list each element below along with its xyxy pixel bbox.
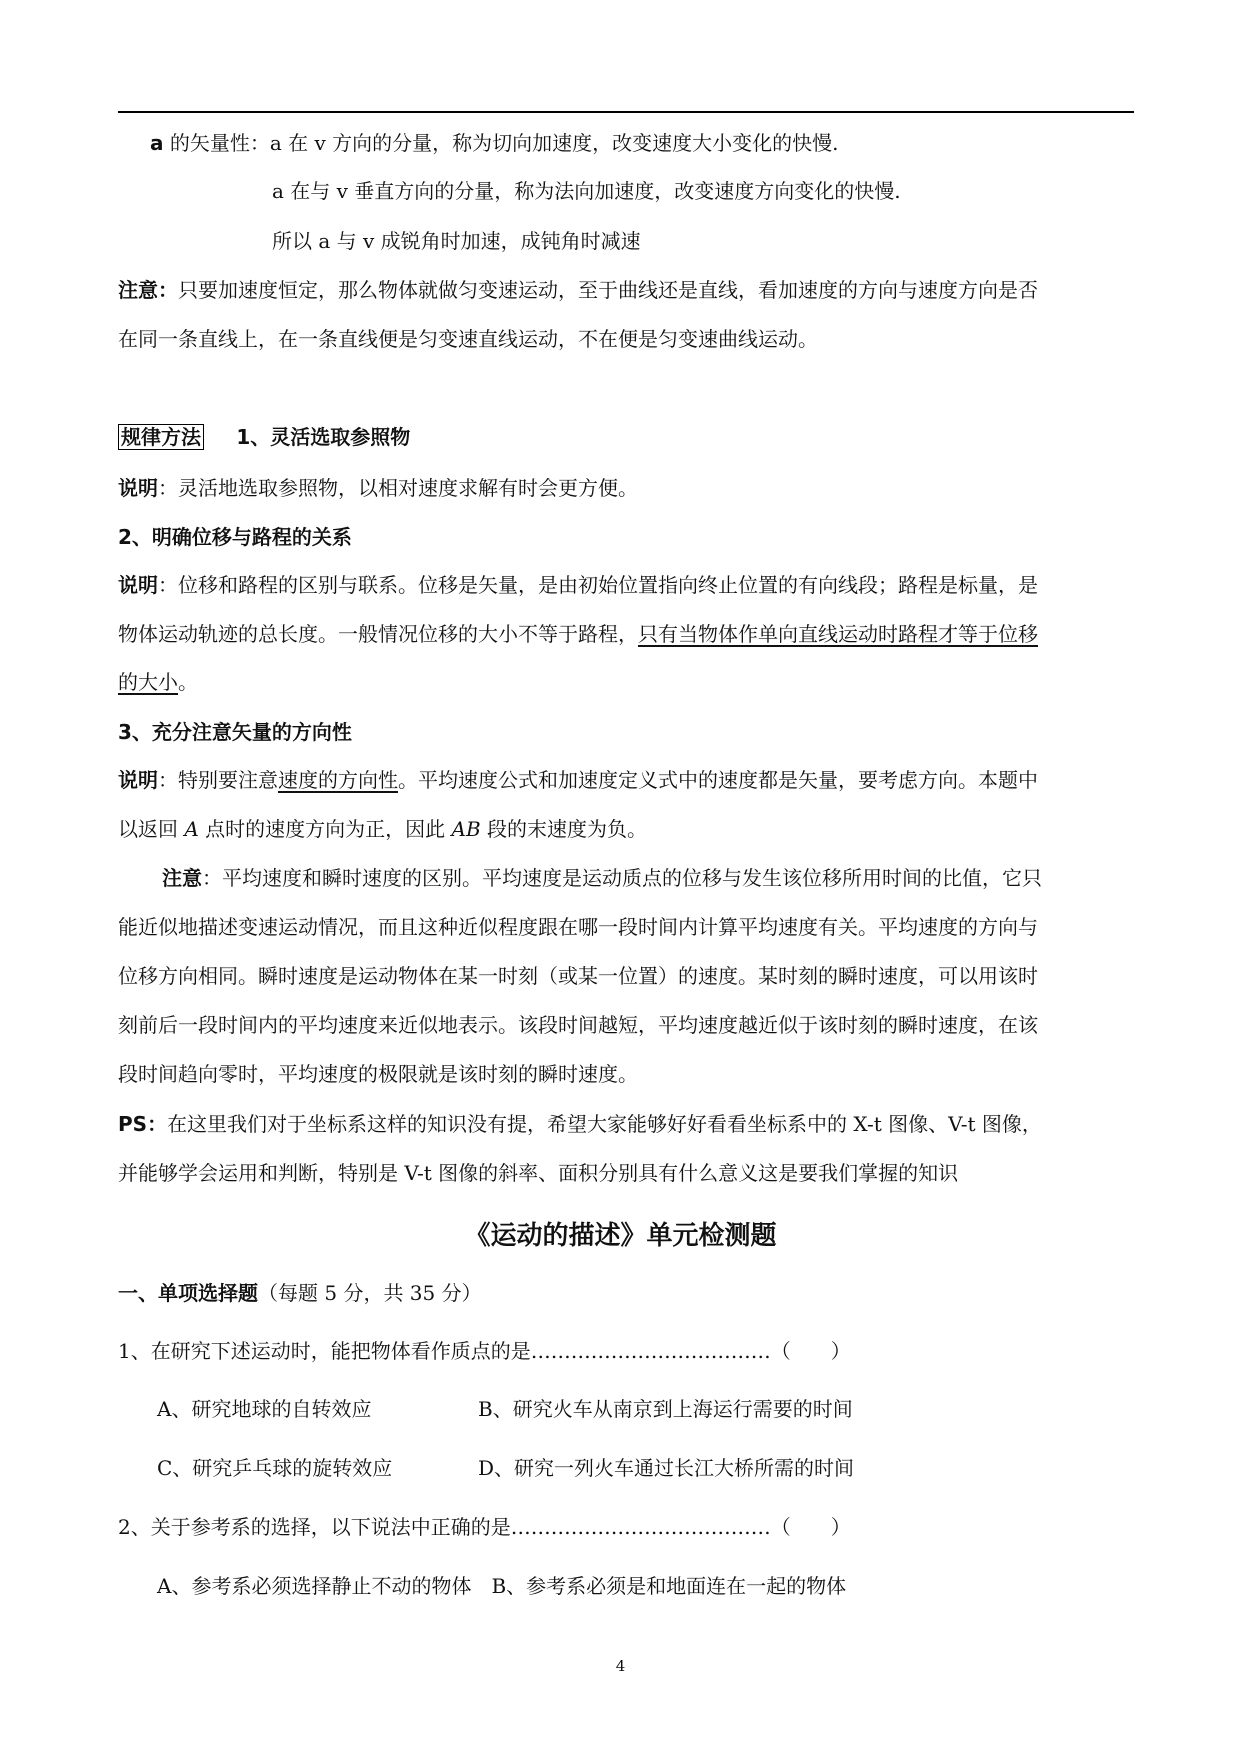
- methods-s2-line-1: 说明：位移和路程的区别与联系。位移是矢量，是由初始位置指向终止位置的有向线段；路程是标量，是: [118, 573, 1038, 597]
- note2-line-3: 位移方向相同。瞬时速度是运动物体在某一时刻（或某一位置）的速度。某时刻的瞬时速度，可以用该时: [118, 964, 1038, 988]
- q1-option-b: B、研究火车从南京到上海运行需要的时间: [478, 1397, 853, 1421]
- vector-a-label: a: [150, 131, 164, 155]
- methods-h3: 3、充分注意矢量的方向性: [118, 720, 352, 744]
- question-2: 2、关于参考系的选择，以下说法中正确的是…………………………………（ ）: [118, 1515, 851, 1539]
- ps-line-1: PS：在这里我们对于坐标系这样的知识没有提，希望大家能够好好看看坐标系中的 X-t 图像、V-t 图像，: [118, 1112, 1042, 1136]
- vector-line-1: a 的矢量性：a 在 v 方向的分量，称为切向加速度，改变速度大小变化的快慢.: [150, 131, 839, 155]
- underlined-text: 只有当物体作单向直线运动时路程才等于位移: [638, 622, 1038, 646]
- note2-line-4: 刻前后一段时间内的平均速度来近似地表示。该段时间越短，平均速度越近似于该时刻的瞬时速度，在该: [118, 1013, 1038, 1037]
- test-title: 《运动的描述》单元检测题: [464, 1221, 777, 1251]
- q1-option-a: A、研究地球的自转效应: [157, 1397, 372, 1421]
- methods-h2: 2、明确位移与路程的关系: [118, 525, 352, 549]
- methods-s1: 说明：灵活地选取参照物，以相对速度求解有时会更方便。: [118, 476, 638, 500]
- methods-s3-line-2: 以返回 A 点时的速度方向为正，因此 AB 段的末速度为负。: [118, 817, 648, 841]
- vector-line-2: a 在与 v 垂直方向的分量，称为法向加速度，改变速度方向变化的快慢.: [272, 179, 901, 203]
- methods-s3-line-1: 说明：特别要注意速度的方向性。平均速度公式和加速度定义式中的速度都是矢量，要考虑方向。本题中: [118, 768, 1038, 792]
- note2-line-5: 段时间趋向零时，平均速度的极限就是该时刻的瞬时速度。: [118, 1062, 638, 1086]
- methods-s2-line-3: 的大小。: [118, 670, 198, 694]
- vector-line-3: 所以 a 与 v 成锐角时加速，成钝角时减速: [272, 229, 641, 253]
- methods-h1: 1、灵活选取参照物: [236, 425, 411, 449]
- note1-label: 注意：: [118, 278, 178, 302]
- methods-s2-line-2: 物体运动轨迹的总长度。一般情况位移的大小不等于路程，只有当物体作单向直线运动时路程才等于位移: [118, 622, 1038, 646]
- note1-line-1: 注意：只要加速度恒定，那么物体就做匀变速运动，至于曲线还是直线，看加速度的方向与速度方向是否: [118, 278, 1038, 302]
- note2-label: 注意: [162, 866, 202, 890]
- note1-line-2: 在同一条直线上，在一条直线便是匀变速直线运动，不在便是匀变速曲线运动。: [118, 327, 818, 351]
- q2-options-ab: A、参考系必须选择静止不动的物体 B、参考系必须是和地面连在一起的物体: [157, 1574, 847, 1598]
- ps-line-2: 并能够学会运用和判断，特别是 V-t 图像的斜率、面积分别具有什么意义这是要我们掌握的知识: [118, 1161, 959, 1185]
- methods-heading-1: [118, 423, 410, 451]
- page-number: 4: [615, 1657, 626, 1675]
- question-1: 1、在研究下述运动时，能把物体看作质点的是………………………………（ ）: [118, 1339, 851, 1363]
- q1-option-c: C、研究乒乓球的旋转效应: [157, 1456, 393, 1480]
- header-rule: [118, 111, 1134, 113]
- section-heading: 一、单项选择题（每题 5 分，共 35 分）: [118, 1281, 482, 1305]
- ps-label: PS：: [118, 1112, 168, 1136]
- methods-box-label: 规律方法: [118, 424, 204, 450]
- underlined-text: 的大小: [118, 670, 178, 694]
- q1-option-d: D、研究一列火车通过长江大桥所需的时间: [478, 1456, 855, 1480]
- note2-line-1: 注意：平均速度和瞬时速度的区别。平均速度是运动质点的位移与发生该位移所用时间的比值，它只: [162, 866, 1042, 890]
- underlined-text: 速度的方向性: [278, 768, 398, 792]
- note2-line-2: 能近似地描述变速运动情况，而且这种近似程度跟在哪一段时间内计算平均速度有关。平均速度的方向与: [118, 915, 1038, 939]
